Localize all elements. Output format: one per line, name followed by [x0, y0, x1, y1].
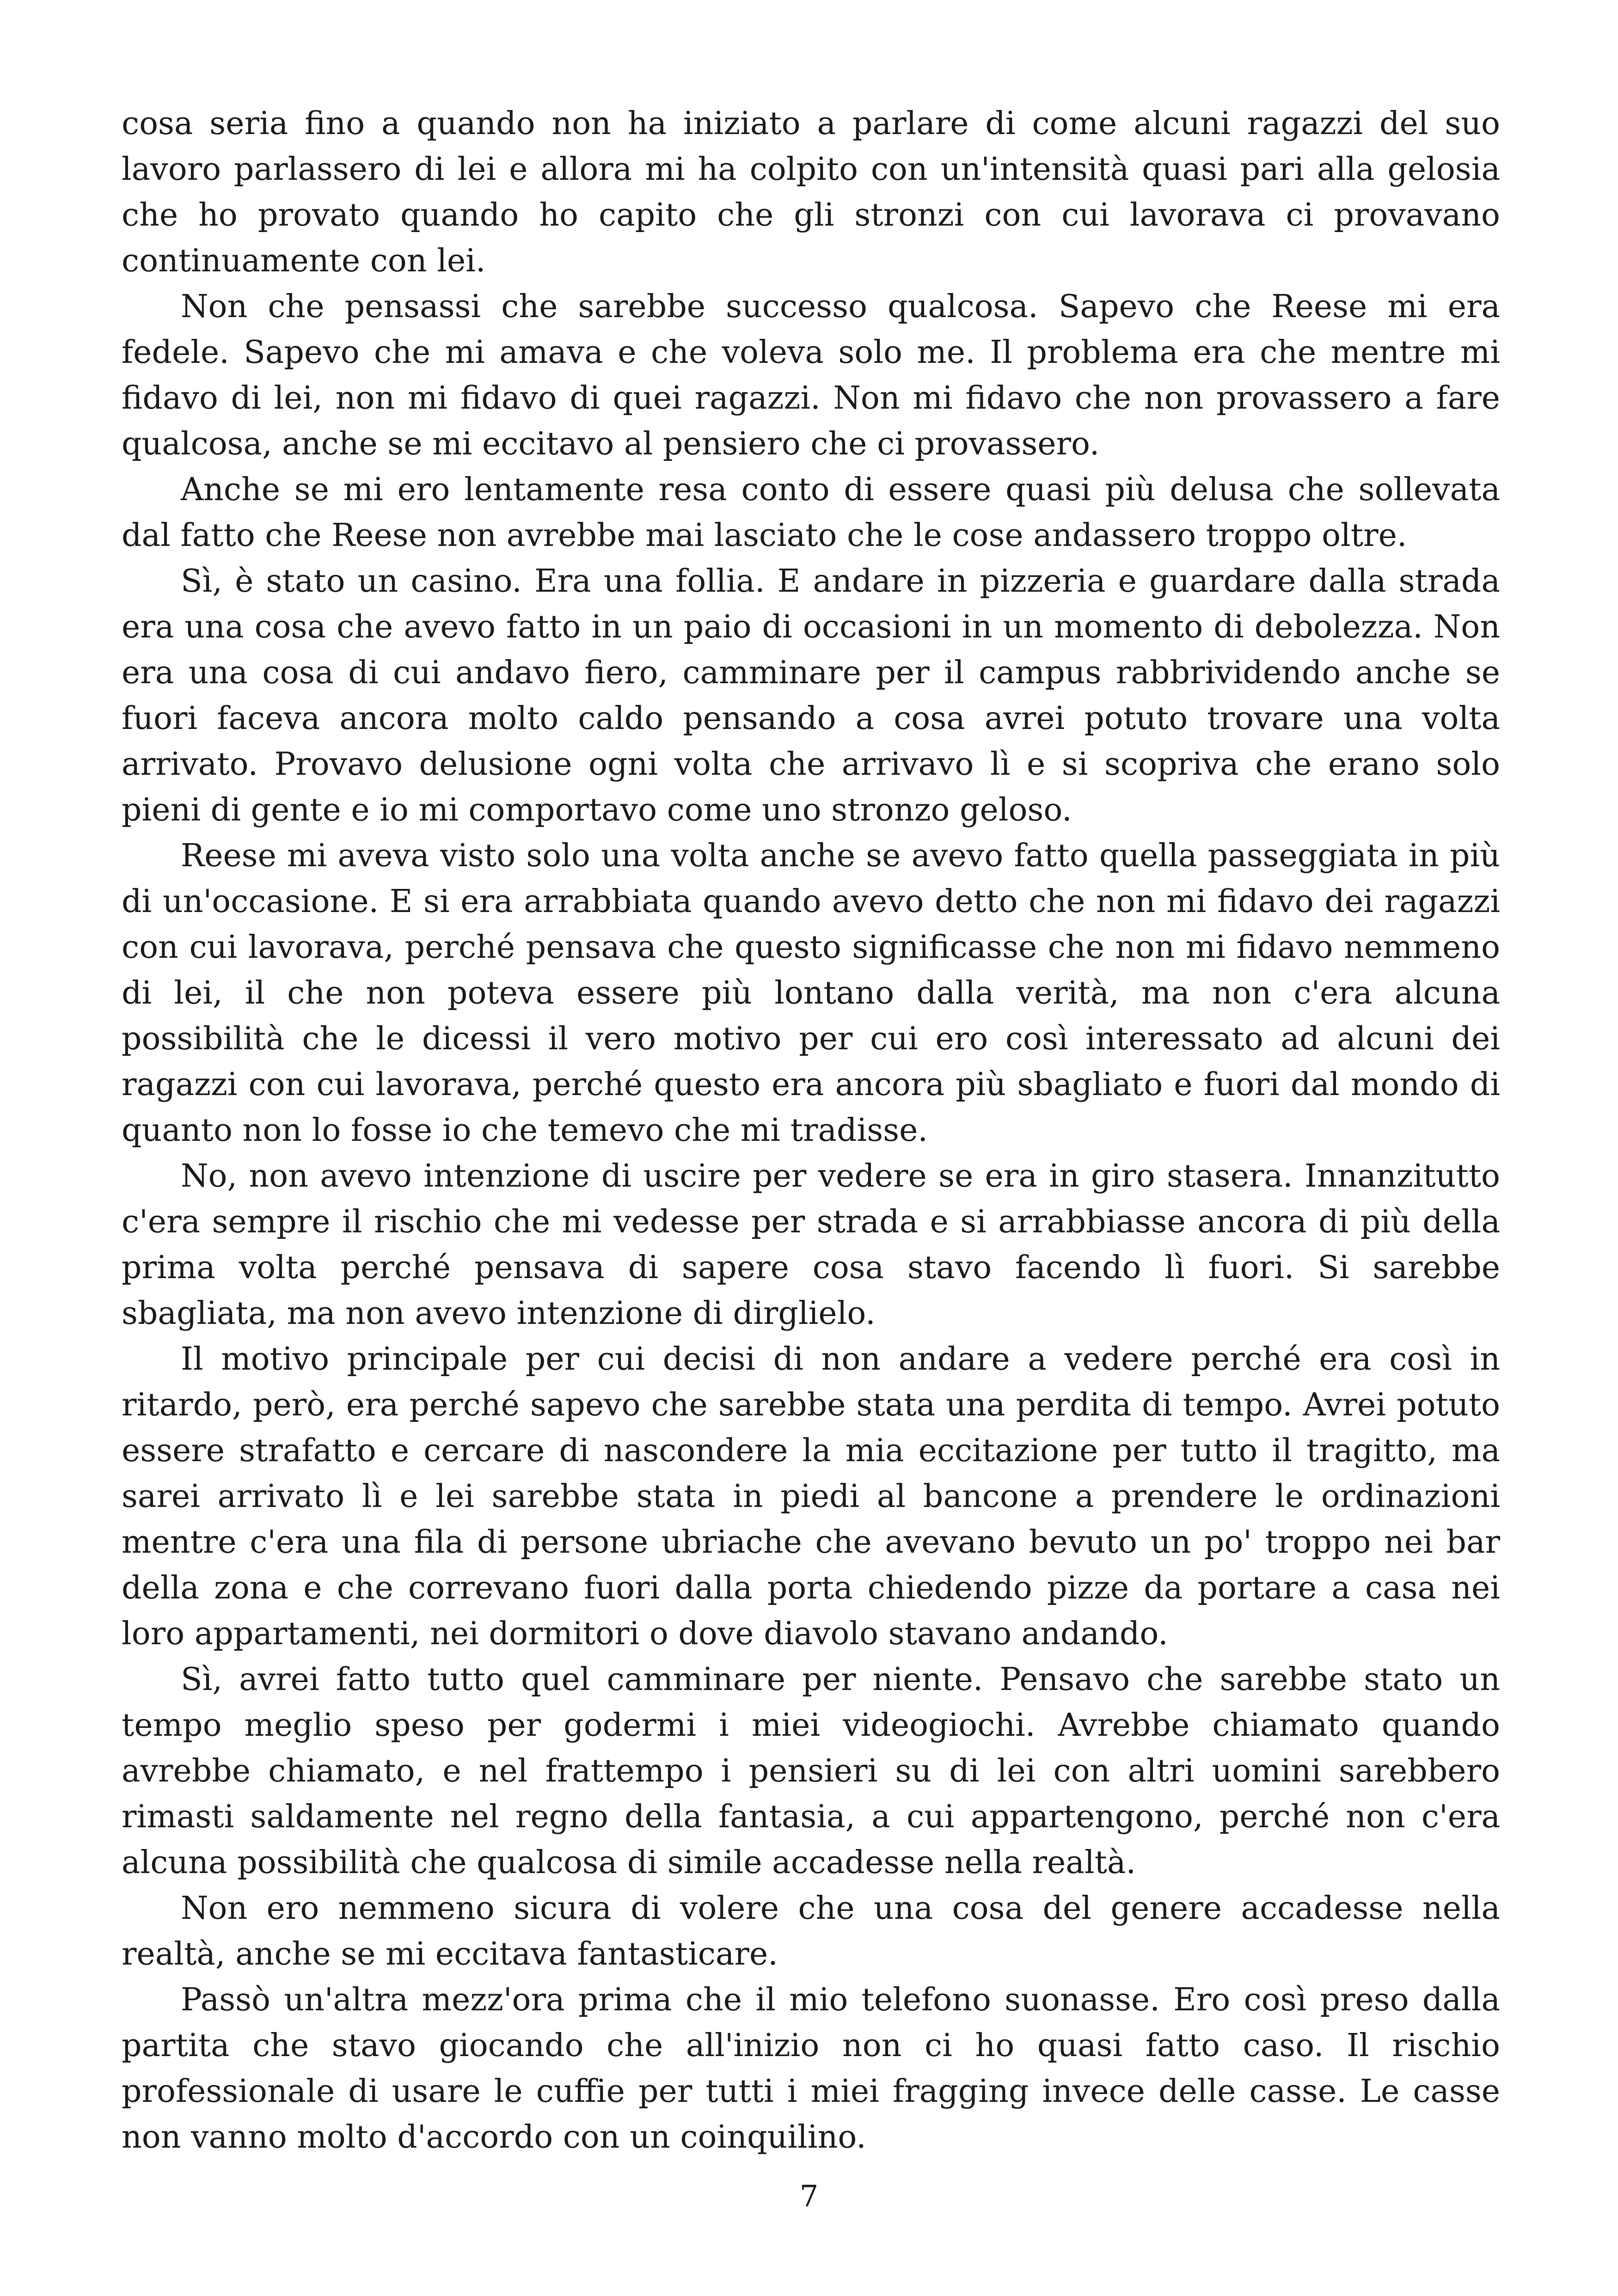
paragraph: Il motivo principale per cui decisi di non andare a vedere perché era così in ritardo, però, era perché sapevo che sarebbe stata una perdita di tempo. Avrei potuto essere strafatto e cercare di nascondere la mia eccitazione per tutto il tragitto, ma sarei arrivato lì e lei sarebbe stata in piedi al bancone a prendere le ordinazioni mentre c'era una fila di persone ubriache che avevano bevuto un po' troppo nei bar della zona e che correvano fuori dalla porta chiedendo pizze da portare a casa nei loro appartamenti, nei dormitori o dove diavolo stavano andando.	[122, 1341, 1500, 1652]
paragraph: Sì, è stato un casino. Era una follia. E andare in pizzeria e guardare dalla strada era una cosa che avevo fatto in un paio di occasioni in un momento di debolezza. Non era una cosa di cui andavo fiero, camminare per il campus rabbrividendo anche se fuori faceva ancora molto caldo pensando a cosa avrei potuto trovare una volta arrivato. Provavo delusione ogni volta che arrivavo lì e si scopriva che erano solo pieni di gente e io mi comportavo come uno stronzo geloso.	[122, 563, 1500, 828]
page-number: 7	[799, 2180, 819, 2214]
paragraph: Non ero nemmeno sicura di volere che una cosa del genere accadesse nella realtà, anche se mi eccitava fantasticare.	[122, 1890, 1500, 1972]
paragraph: Sì, avrei fatto tutto quel camminare per niente. Pensavo che sarebbe stato un tempo meglio speso per godermi i miei videogiochi. Avrebbe chiamato quando avrebbe chiamato, e nel frattempo i pensieri su di lei con altri uomini sarebbero rimasti saldamente nel regno della fantasia, a cui appartengono, perché non c'era alcuna possibilità che qualcosa di simile accadesse nella realtà.	[122, 1661, 1500, 1881]
paragraph: Non che pensassi che sarebbe successo qualcosa. Sapevo che Reese mi era fedele. Sapevo che mi amava e che voleva solo me. Il problema era che mentre mi fidavo di lei, non mi fidavo di quei ragazzi. Non mi fidavo che non provassero a fare qualcosa, anche se mi eccitavo al pensiero che ci provassero.	[122, 288, 1500, 462]
paragraph: Passò un'altra mezz'ora prima che il mio telefono suonasse. Ero così preso dalla partita che stavo giocando che all'inizio non ci ho quasi fatto caso. Il rischio professionale di usare le cuffie per tutti i miei fragging invece delle casse. Le casse non vanno molto d'accordo con un coinquilino.	[122, 1982, 1500, 2155]
paragraph: No, non avevo intenzione di uscire per vedere se era in giro stasera. Innanzitutto c'era sempre il rischio che mi vedesse per strada e si arrabbiasse ancora di più della prima volta perché pensava di sapere cosa stavo facendo lì fuori. Si sarebbe sbagliata, ma non avevo intenzione di dirglielo.	[122, 1158, 1500, 1332]
page-body	[122, 101, 1500, 2160]
paragraph: Reese mi aveva visto solo una volta anche se avevo fatto quella passeggiata in più di un'occasione. E si era arrabbiata quando avevo detto che non mi fidavo dei ragazzi con cui lavorava, perché pensava che questo significasse che non mi fidavo nemmeno di lei, il che non poteva essere più lontano dalla verità, ma non c'era alcuna possibilità che le dicessi il vero motivo per cui ero così interessato ad alcuni dei ragazzi con cui lavorava, perché questo era ancora più sbagliato e fuori dal mondo di quanto non lo fosse io che temevo che mi tradisse.	[122, 838, 1500, 1149]
paragraph: Anche se mi ero lentamente resa conto di essere quasi più delusa che sollevata dal fatto che Reese non avrebbe mai lasciato che le cose andassero troppo oltre.	[122, 471, 1500, 554]
paragraph: cosa seria fino a quando non ha iniziato a parlare di come alcuni ragazzi del suo lavoro parlassero di lei e allora mi ha colpito con un'intensità quasi pari alla gelosia che ho provato quando ho capito che gli stronzi con cui lavorava ci provavano continuamente con lei.	[122, 105, 1500, 279]
